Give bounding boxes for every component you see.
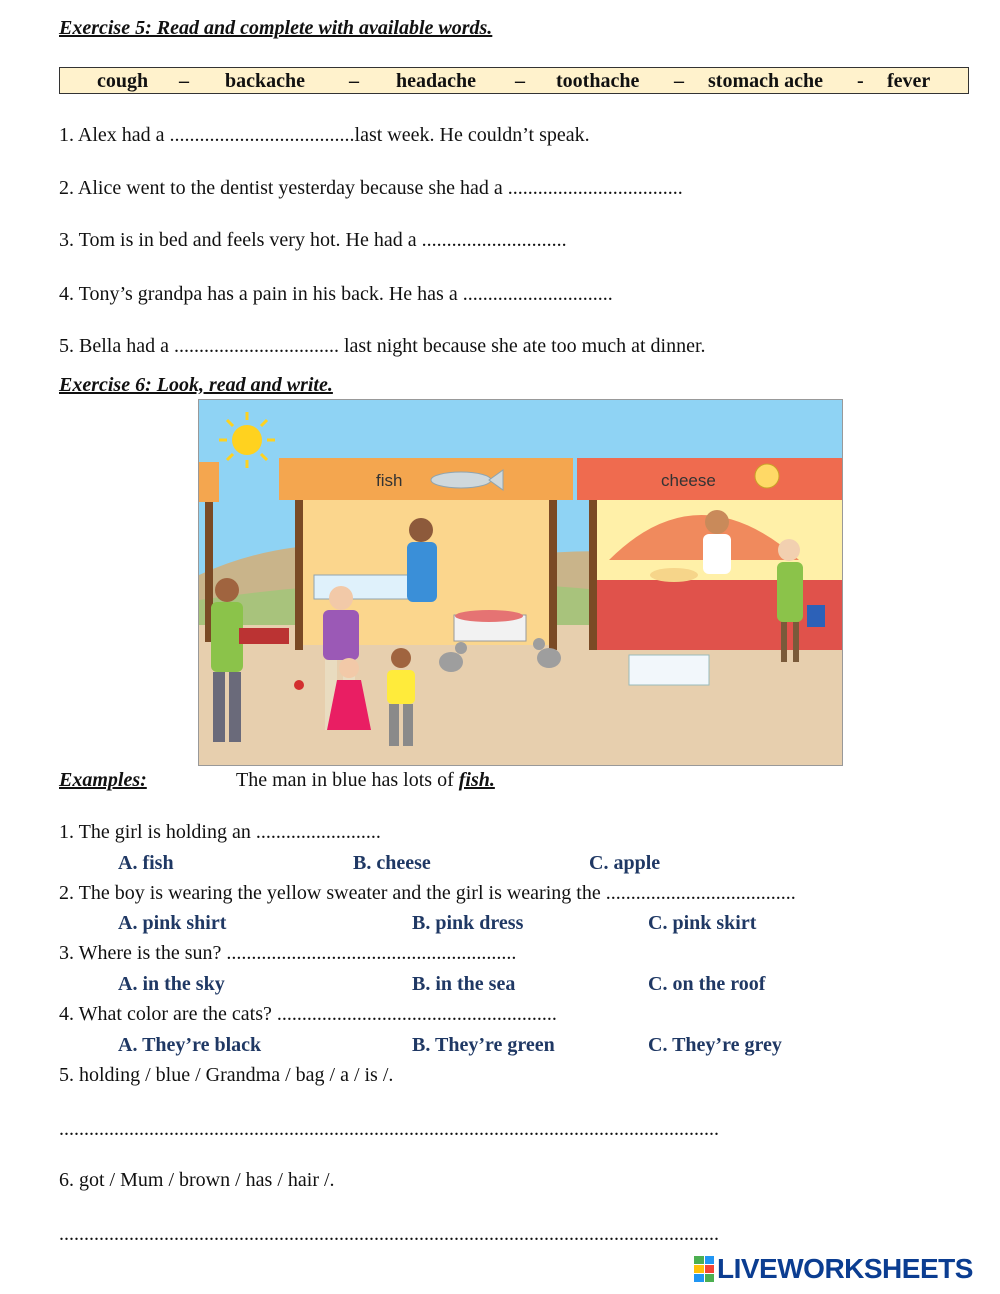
q3-option-c[interactable]: C. on the roof [648, 973, 766, 995]
exercise-6-title: Exercise 6: Look, read and write. [59, 374, 333, 396]
word-separator: – [674, 70, 684, 92]
q5-answer-line[interactable]: .................................................................................................................................... [59, 1118, 719, 1140]
q1-option-a[interactable]: A. fish [118, 852, 174, 874]
ex5-item-3: 3. Tom is in bed and feels very hot. He had a ............................. [59, 229, 567, 251]
word-toothache: toothache [556, 70, 640, 92]
q6-answer-line[interactable]: .................................................................................................................................... [59, 1223, 719, 1245]
word-cough: cough [97, 70, 149, 92]
word-separator: – [179, 70, 189, 92]
q2-option-b[interactable]: B. pink dress [412, 912, 524, 934]
liveworksheets-logo-icon [694, 1256, 714, 1282]
q4-option-a[interactable]: A. They’re black [118, 1034, 262, 1056]
word-fever: fever [887, 70, 931, 92]
word-headache: headache [396, 70, 476, 92]
q2-option-c[interactable]: C. pink skirt [648, 912, 757, 934]
fish-sign: fish [376, 471, 403, 490]
ex6-question-2: 2. The boy is wearing the yellow sweater and the girl is wearing the ...................................... [59, 882, 796, 904]
q2-option-a[interactable]: A. pink shirt [118, 912, 227, 934]
market-scene-svg [199, 400, 843, 766]
word-separator: – [515, 70, 525, 92]
exercise-5-title: Exercise 5: Read and complete with available words. [59, 17, 493, 39]
q4-option-c[interactable]: C. They’re grey [648, 1034, 782, 1056]
liveworksheets-logo[interactable] [694, 1254, 973, 1284]
cheese-sign: cheese [661, 471, 716, 490]
ex6-question-5: 5. holding / blue / Grandma / bag / a / is /. [59, 1064, 394, 1086]
ex6-question-4: 4. What color are the cats? ........................................................ [59, 1003, 557, 1025]
ex6-question-3: 3. Where is the sun? .......................................................... [59, 942, 517, 964]
ex6-question-1: 1. The girl is holding an ......................... [59, 821, 381, 843]
cheese-seller [703, 510, 731, 574]
examples-label: Examples: [59, 769, 147, 791]
word-stomach-ache: stomach ache [708, 70, 823, 92]
cheese-icon [755, 464, 779, 488]
word-separator: - [857, 70, 864, 92]
ex5-item-1: 1. Alex had a .....................................last week. He couldn’t speak. [59, 124, 590, 146]
example-answer: fish. [458, 769, 495, 791]
q1-option-c[interactable]: C. apple [589, 852, 661, 874]
word-separator: – [349, 70, 359, 92]
word-backache: backache [225, 70, 305, 92]
example-sentence [236, 769, 495, 792]
market-scene-illustration [198, 399, 843, 766]
ex5-item-4: 4. Tony’s grandpa has a pain in his back. He has a .............................. [59, 283, 613, 305]
q3-option-b[interactable]: B. in the sea [412, 973, 516, 995]
liveworksheets-logo-text: LIVEWORKSHEETS [717, 1253, 973, 1284]
ex5-item-2: 2. Alice went to the dentist yesterday because she had a ................................... [59, 177, 683, 199]
example-text: The man in blue has lots of [236, 769, 459, 791]
q4-option-b[interactable]: B. They’re green [412, 1034, 555, 1056]
man-blue-apron [407, 518, 437, 602]
q3-option-a[interactable]: A. in the sky [118, 973, 225, 995]
q1-option-b[interactable]: B. cheese [353, 852, 431, 874]
ex5-item-5: 5. Bella had a ................................. last night because she ate too much at dinner. [59, 335, 706, 357]
word-bank [59, 67, 969, 94]
ex6-question-6: 6. got / Mum / brown / has / hair /. [59, 1169, 335, 1191]
